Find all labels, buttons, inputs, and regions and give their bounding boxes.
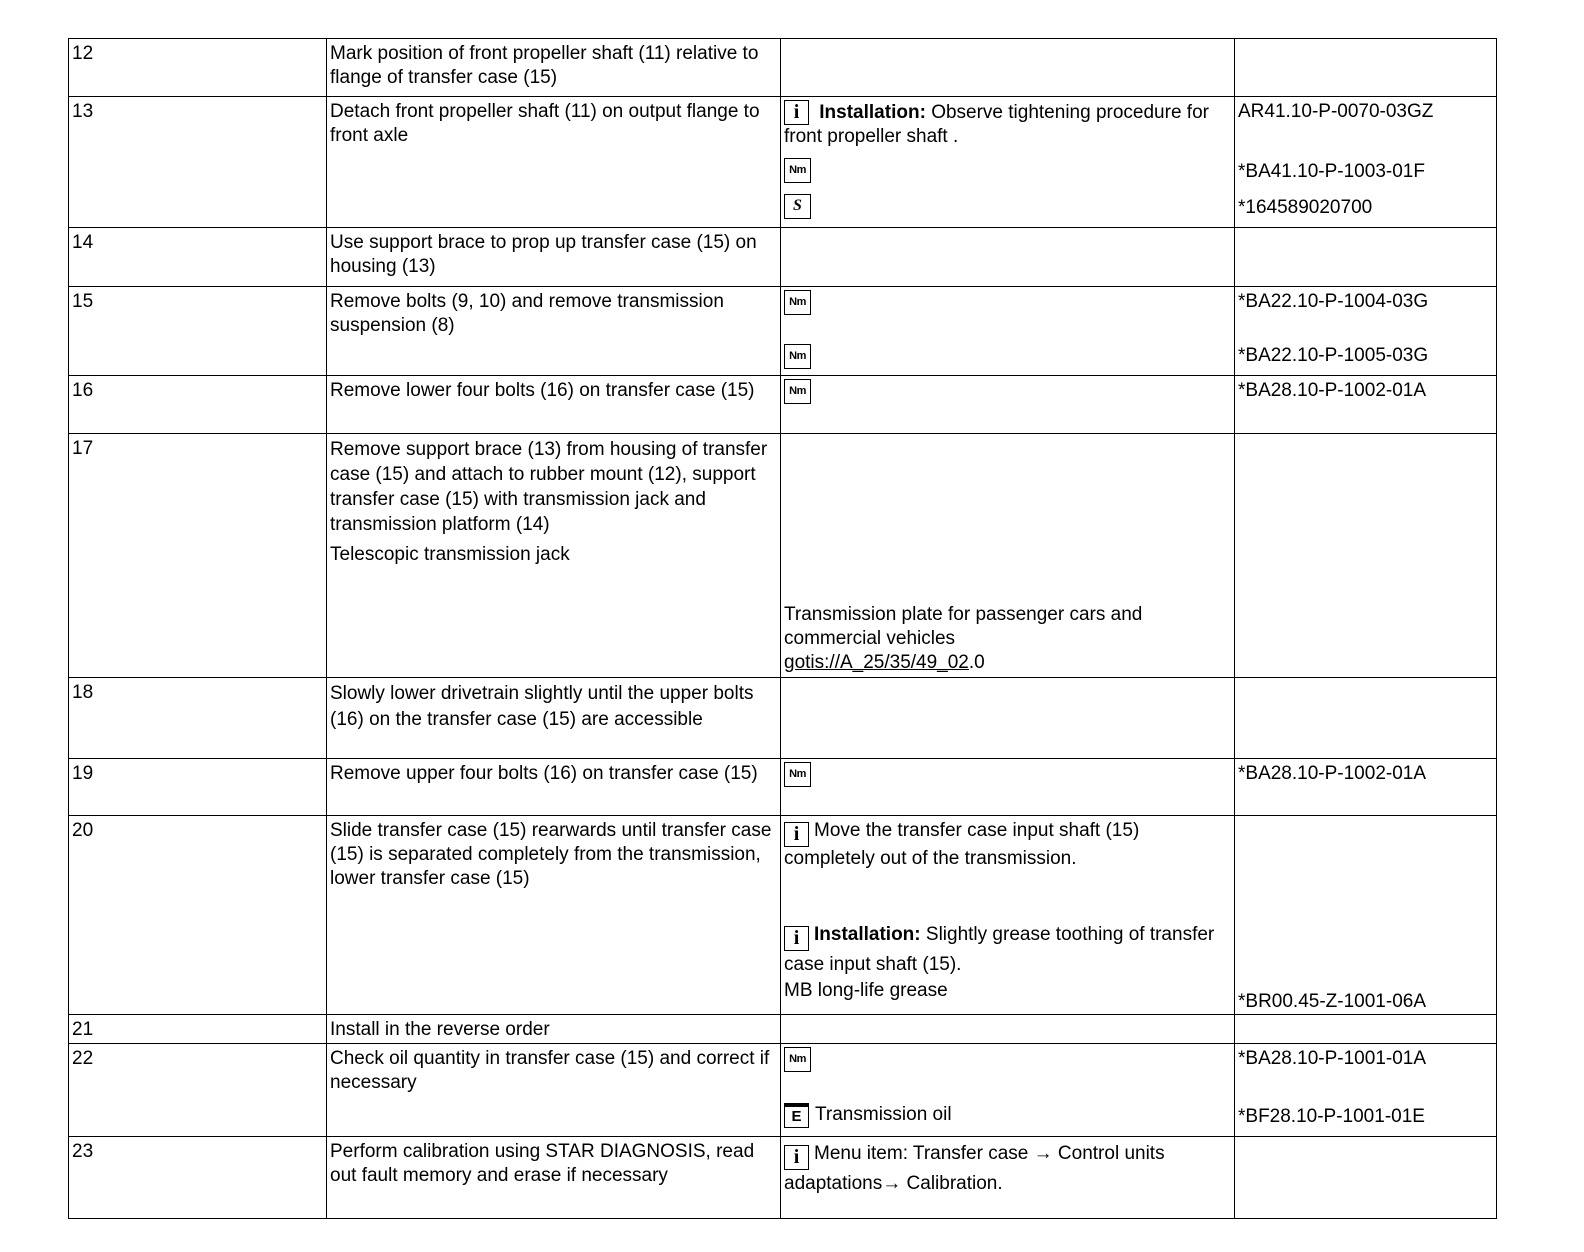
tool-ref[interactable]: *164589020700: [1238, 197, 1373, 218]
procedure-table: [68, 38, 1497, 1219]
torque-ref[interactable]: *BA28.10-P-1001-01A: [1238, 1048, 1427, 1069]
fluid-ref[interactable]: *BF28.10-P-1001-01E: [1238, 1106, 1425, 1127]
step-description-text: Remove support brace (13) from housing of transfer case (15) and attach to rubber mount (12), support transfer case (15) with transmission jack and transmission platform (14): [330, 439, 768, 535]
torque-icon: Nm: [784, 158, 811, 183]
table-row: [69, 376, 1497, 434]
table-row: [69, 39, 1497, 97]
note-text: Menu item: Transfer case → Control units adaptations→ Calibration.: [784, 1143, 1165, 1194]
oil-name: Transmission oil: [815, 1104, 952, 1125]
step-number: 19: [69, 759, 327, 816]
table-row: [69, 287, 1497, 376]
info-icon: i: [784, 926, 809, 951]
torque-icon: Nm: [784, 344, 811, 369]
step-notes: [781, 1015, 1235, 1044]
table-row: [69, 1015, 1497, 1044]
torque-icon: Nm: [784, 290, 811, 315]
torque-ref[interactable]: *BA22.10-P-1005-03G: [1238, 345, 1429, 366]
step-number: 16: [69, 376, 327, 434]
step-notes: [781, 1044, 1235, 1137]
step-number: 17: [69, 434, 327, 678]
step-number: 13: [69, 97, 327, 228]
table-row: [69, 434, 1497, 678]
step-refs: [1235, 759, 1497, 816]
step-notes: [781, 287, 1235, 376]
step-refs: [1235, 287, 1497, 376]
step-number: 14: [69, 228, 327, 287]
note-text: Observe tightening procedure for front propeller shaft .: [784, 102, 1209, 147]
step-notes: [781, 816, 1235, 1015]
step-description: Slide transfer case (15) rearwards until transfer case (15) is separated completely from the transmission, lower transfer case (15): [327, 816, 781, 1015]
table-row: [69, 97, 1497, 228]
info-icon: i: [784, 100, 809, 125]
step-refs: [1235, 434, 1497, 678]
step-refs: [1235, 1044, 1497, 1137]
step-notes: [781, 678, 1235, 759]
step-number: 20: [69, 816, 327, 1015]
step-notes: [781, 434, 1235, 678]
step-refs: [1235, 1015, 1497, 1044]
step-description: [327, 434, 781, 678]
table-row: [69, 816, 1497, 1015]
step-description: Slowly lower drivetrain slightly until the upper bolts (16) on the transfer case (15) are accessible: [327, 678, 781, 759]
tool-link-suffix: .0: [968, 652, 985, 673]
step-notes: [781, 97, 1235, 228]
torque-icon: Nm: [784, 379, 811, 404]
note-text: Slightly grease toothing of transfer case input shaft (15).: [784, 924, 1215, 975]
note-label: Installation:: [819, 102, 926, 123]
table-row: [69, 678, 1497, 759]
special-tool-icon: S: [784, 194, 811, 219]
note-label: Installation:: [814, 924, 921, 945]
document-ref[interactable]: AR41.10-P-0070-03GZ: [1238, 101, 1434, 122]
torque-ref[interactable]: *BA22.10-P-1004-03G: [1238, 291, 1429, 312]
step-number: 15: [69, 287, 327, 376]
step-description: Mark position of front propeller shaft (11) relative to flange of transfer case (15): [327, 39, 781, 97]
torque-ref[interactable]: *BA41.10-P-1003-01F: [1238, 161, 1425, 182]
step-notes: [781, 376, 1235, 434]
step-refs: [1235, 376, 1497, 434]
step-description: Check oil quantity in transfer case (15) and correct if necessary: [327, 1044, 781, 1137]
step-notes: [781, 39, 1235, 97]
step-description: Install in the reverse order: [327, 1015, 781, 1044]
step-description: Remove bolts (9, 10) and remove transmission suspension (8): [327, 287, 781, 376]
tool-name: Telescopic transmission jack: [330, 544, 570, 565]
table-row: [69, 1044, 1497, 1137]
torque-icon: Nm: [784, 1047, 811, 1072]
lubricant-ref[interactable]: *BR00.45-Z-1001-06A: [1238, 991, 1426, 1012]
step-number: 12: [69, 39, 327, 97]
step-description: Detach front propeller shaft (11) on output flange to front axle: [327, 97, 781, 228]
step-description: Use support brace to prop up transfer case (15) on housing (13): [327, 228, 781, 287]
step-description: Perform calibration using STAR DIAGNOSIS, read out fault memory and erase if necessary: [327, 1137, 781, 1219]
step-refs: [1235, 1137, 1497, 1219]
step-number: 22: [69, 1044, 327, 1137]
step-refs: [1235, 97, 1497, 228]
table-row: [69, 228, 1497, 287]
torque-icon: Nm: [784, 762, 811, 787]
step-refs: [1235, 39, 1497, 97]
table-row: [69, 759, 1497, 816]
step-refs: [1235, 228, 1497, 287]
lubricant-name: MB long-life grease: [784, 980, 948, 1001]
step-notes: [781, 759, 1235, 816]
info-icon: i: [784, 1145, 809, 1170]
step-number: 21: [69, 1015, 327, 1044]
torque-ref[interactable]: *BA28.10-P-1002-01A: [1238, 763, 1427, 784]
table-row: [69, 1137, 1497, 1219]
note-text: Move the transfer case input shaft (15) completely out of the transmission.: [784, 820, 1140, 869]
step-refs: [1235, 678, 1497, 759]
info-icon: i: [784, 822, 809, 847]
step-notes: [781, 228, 1235, 287]
torque-ref[interactable]: *BA28.10-P-1002-01A: [1238, 380, 1427, 401]
tool-description: Transmission plate for passenger cars and commercial vehicles: [784, 604, 1143, 649]
oil-can-icon: E: [784, 1103, 809, 1128]
step-notes: [781, 1137, 1235, 1219]
step-number: 23: [69, 1137, 327, 1219]
step-description: Remove lower four bolts (16) on transfer case (15): [327, 376, 781, 434]
step-refs: [1235, 816, 1497, 1015]
step-number: 18: [69, 678, 327, 759]
tool-link[interactable]: gotis://A_25/35/49_02: [784, 652, 969, 673]
step-description: Remove upper four bolts (16) on transfer case (15): [327, 759, 781, 816]
